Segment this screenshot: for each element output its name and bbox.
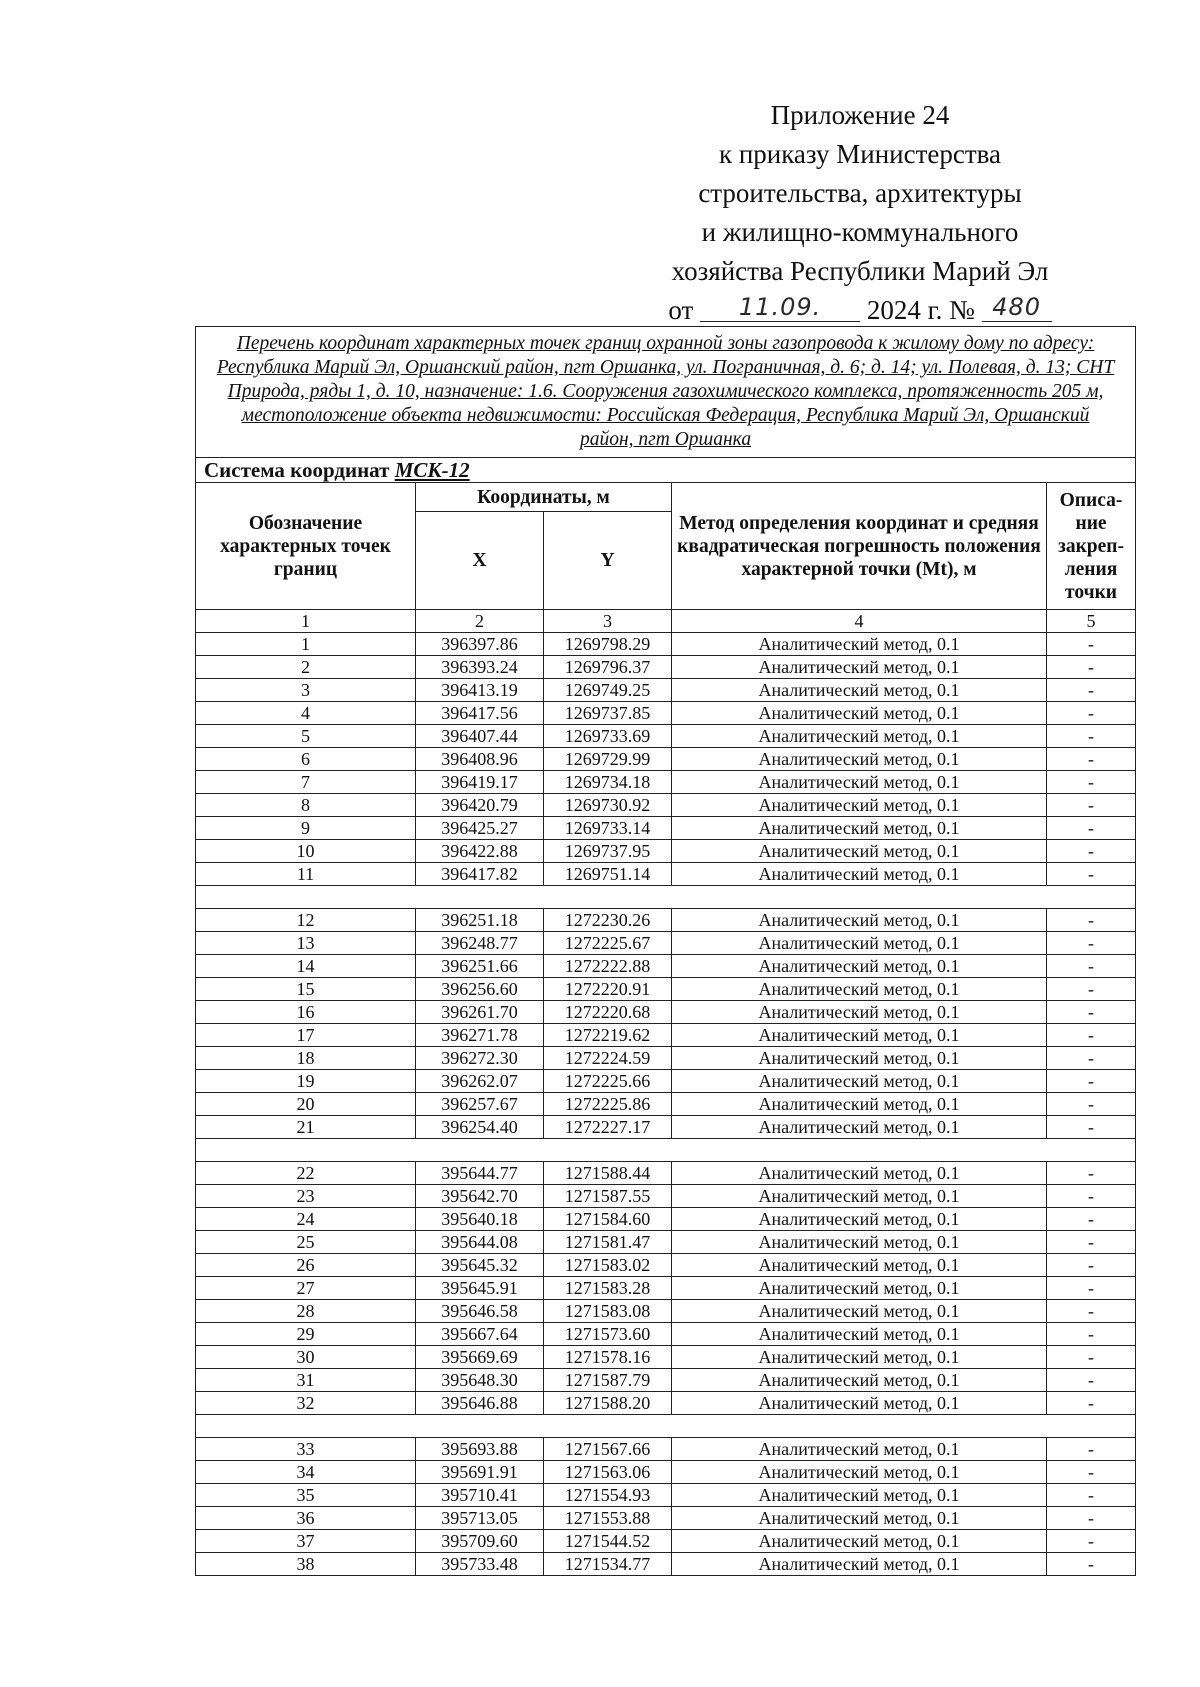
- point-description: -: [1047, 1369, 1136, 1392]
- point-description: -: [1047, 955, 1136, 978]
- point-number: 30: [196, 1346, 416, 1369]
- method: Аналитический метод, 0.1: [672, 1484, 1047, 1507]
- table-row: [196, 1047, 1136, 1070]
- point-description: -: [1047, 1070, 1136, 1093]
- col-header-x: X: [416, 512, 544, 610]
- col-header-method: Метод определения координат и средняя квадратическая погрешность положения характерной точки (Mt), м: [672, 483, 1047, 610]
- coord-y: 1271567.66: [544, 1438, 672, 1461]
- method: Аналитический метод, 0.1: [672, 656, 1047, 679]
- coordinate-system: [196, 458, 1136, 483]
- coord-y: 1271587.55: [544, 1185, 672, 1208]
- point-description: -: [1047, 1231, 1136, 1254]
- table-row: [196, 702, 1136, 725]
- coord-x: 396256.60: [416, 978, 544, 1001]
- coord-x: 395642.70: [416, 1185, 544, 1208]
- year-number-label: 2024 г. №: [866, 295, 975, 325]
- point-number: 36: [196, 1507, 416, 1530]
- point-number: 2: [196, 656, 416, 679]
- coord-x: 396251.66: [416, 955, 544, 978]
- point-description: -: [1047, 1024, 1136, 1047]
- coord-x: 395645.91: [416, 1277, 544, 1300]
- coord-y: 1272225.66: [544, 1070, 672, 1093]
- coord-y: 1271581.47: [544, 1231, 672, 1254]
- point-description: -: [1047, 771, 1136, 794]
- coord-y: 1271563.06: [544, 1461, 672, 1484]
- header-date-number-line: [600, 291, 1120, 330]
- coordinate-system-value: МСК-12: [394, 457, 470, 482]
- point-description: -: [1047, 1323, 1136, 1346]
- point-number: 26: [196, 1254, 416, 1277]
- table-row: [196, 748, 1136, 771]
- point-description: -: [1047, 863, 1136, 886]
- handwritten-number: 480: [992, 293, 1042, 321]
- table-row: [196, 771, 1136, 794]
- coord-y: 1269751.14: [544, 863, 672, 886]
- table-title-row: [196, 327, 1136, 458]
- method: Аналитический метод, 0.1: [672, 1392, 1047, 1415]
- point-description: -: [1047, 748, 1136, 771]
- table-row: [196, 1553, 1136, 1576]
- method: Аналитический метод, 0.1: [672, 1530, 1047, 1553]
- point-number: 24: [196, 1208, 416, 1231]
- point-number: 21: [196, 1116, 416, 1139]
- point-number: 11: [196, 863, 416, 886]
- point-description: -: [1047, 1093, 1136, 1116]
- header-line-republic: хозяйства Республики Марий Эл: [671, 256, 1049, 286]
- coord-x: 395644.77: [416, 1162, 544, 1185]
- table-row: [196, 932, 1136, 955]
- coord-x: 396257.67: [416, 1093, 544, 1116]
- point-number: 6: [196, 748, 416, 771]
- point-number: 20: [196, 1093, 416, 1116]
- point-number: 12: [196, 909, 416, 932]
- header-line-housing: и жилищно-коммунального: [701, 217, 1019, 247]
- table-row: [196, 794, 1136, 817]
- method: Аналитический метод, 0.1: [672, 1369, 1047, 1392]
- coord-y: 1271588.20: [544, 1392, 672, 1415]
- point-number: 13: [196, 932, 416, 955]
- table-row: [196, 1116, 1136, 1139]
- table-row: [196, 1346, 1136, 1369]
- point-description: -: [1047, 978, 1136, 1001]
- table-row: [196, 817, 1136, 840]
- point-number: 18: [196, 1047, 416, 1070]
- coord-x: 395693.88: [416, 1438, 544, 1461]
- point-number: 23: [196, 1185, 416, 1208]
- coord-x: 396262.07: [416, 1070, 544, 1093]
- coord-y: 1269733.14: [544, 817, 672, 840]
- point-description: -: [1047, 1507, 1136, 1530]
- table-row: [196, 679, 1136, 702]
- coord-x: 395667.64: [416, 1323, 544, 1346]
- coord-x: 395691.91: [416, 1461, 544, 1484]
- table-row: [196, 978, 1136, 1001]
- col-header-designation: Обозначение характерных точек границ: [196, 483, 416, 610]
- header-row-1: [196, 483, 1136, 512]
- table-row: [196, 1461, 1136, 1484]
- table-row: [196, 633, 1136, 656]
- method: Аналитический метод, 0.1: [672, 771, 1047, 794]
- point-description: -: [1047, 1461, 1136, 1484]
- coord-y: 1272230.26: [544, 909, 672, 932]
- coord-x: 395713.05: [416, 1507, 544, 1530]
- point-number: 34: [196, 1461, 416, 1484]
- point-description: -: [1047, 1185, 1136, 1208]
- point-description: -: [1047, 909, 1136, 932]
- point-number: 33: [196, 1438, 416, 1461]
- coord-x: 396271.78: [416, 1024, 544, 1047]
- method: Аналитический метод, 0.1: [672, 1323, 1047, 1346]
- method: Аналитический метод, 0.1: [672, 633, 1047, 656]
- point-description: -: [1047, 1438, 1136, 1461]
- method: Аналитический метод, 0.1: [672, 702, 1047, 725]
- coord-x: 396420.79: [416, 794, 544, 817]
- point-number: 27: [196, 1277, 416, 1300]
- point-number: 17: [196, 1024, 416, 1047]
- from-label: от: [668, 295, 694, 325]
- coord-x: 396248.77: [416, 932, 544, 955]
- table-row: [196, 1438, 1136, 1461]
- coord-y: 1271573.60: [544, 1323, 672, 1346]
- table-row: [196, 1254, 1136, 1277]
- column-numbers-row: [196, 610, 1136, 633]
- coord-x: 395644.08: [416, 1231, 544, 1254]
- point-number: 14: [196, 955, 416, 978]
- coord-y: 1271583.28: [544, 1277, 672, 1300]
- method: Аналитический метод, 0.1: [672, 1047, 1047, 1070]
- coord-y: 1272227.17: [544, 1116, 672, 1139]
- col-header-coordinates: Координаты, м: [416, 483, 672, 512]
- coord-y: 1271583.02: [544, 1254, 672, 1277]
- coord-x: 395710.41: [416, 1484, 544, 1507]
- method: Аналитический метод, 0.1: [672, 1208, 1047, 1231]
- method: Аналитический метод, 0.1: [672, 748, 1047, 771]
- coord-y: 1271534.77: [544, 1553, 672, 1576]
- coordinate-system-row: [196, 458, 1136, 483]
- table-row: [196, 1001, 1136, 1024]
- coord-x: 395648.30: [416, 1369, 544, 1392]
- table-row: [196, 1185, 1136, 1208]
- point-number: 35: [196, 1484, 416, 1507]
- table-row: [196, 909, 1136, 932]
- coord-y: 1271583.08: [544, 1300, 672, 1323]
- coord-x: 396393.24: [416, 656, 544, 679]
- method: Аналитический метод, 0.1: [672, 955, 1047, 978]
- col-number: 2: [416, 610, 544, 633]
- coord-x: 396407.44: [416, 725, 544, 748]
- group-separator-row: [196, 886, 1136, 909]
- coord-y: 1269749.25: [544, 679, 672, 702]
- coord-y: 1269730.92: [544, 794, 672, 817]
- point-number: 1: [196, 633, 416, 656]
- col-number: 1: [196, 610, 416, 633]
- coord-y: 1269798.29: [544, 633, 672, 656]
- point-description: -: [1047, 702, 1136, 725]
- point-description: -: [1047, 1208, 1136, 1231]
- table-row: [196, 1162, 1136, 1185]
- table-row: [196, 1530, 1136, 1553]
- point-description: -: [1047, 679, 1136, 702]
- table-row: [196, 1300, 1136, 1323]
- header-line-order: к приказу Министерства: [718, 139, 1002, 169]
- date-field: [700, 291, 860, 322]
- point-number: 22: [196, 1162, 416, 1185]
- coord-y: 1269733.69: [544, 725, 672, 748]
- coord-x: 395709.60: [416, 1530, 544, 1553]
- table-row: [196, 725, 1136, 748]
- point-description: -: [1047, 1001, 1136, 1024]
- table-row: [196, 840, 1136, 863]
- table-row: [196, 955, 1136, 978]
- table-row: [196, 1231, 1136, 1254]
- group-separator: [196, 1415, 1136, 1438]
- coord-y: 1272224.59: [544, 1047, 672, 1070]
- point-description: -: [1047, 633, 1136, 656]
- coord-y: 1269737.95: [544, 840, 672, 863]
- method: Аналитический метод, 0.1: [672, 1231, 1047, 1254]
- point-number: 38: [196, 1553, 416, 1576]
- point-description: -: [1047, 1300, 1136, 1323]
- col-header-description: Описа-ние закреп-ления точки: [1047, 483, 1136, 610]
- coord-y: 1271584.60: [544, 1208, 672, 1231]
- coord-x: 395646.88: [416, 1392, 544, 1415]
- point-number: 8: [196, 794, 416, 817]
- document-header: [600, 96, 1120, 330]
- point-number: 29: [196, 1323, 416, 1346]
- method: Аналитический метод, 0.1: [672, 1438, 1047, 1461]
- point-number: 10: [196, 840, 416, 863]
- coord-y: 1269737.85: [544, 702, 672, 725]
- point-description: -: [1047, 1116, 1136, 1139]
- method: Аналитический метод, 0.1: [672, 978, 1047, 1001]
- coord-x: 396425.27: [416, 817, 544, 840]
- point-description: -: [1047, 1277, 1136, 1300]
- coord-x: 396397.86: [416, 633, 544, 656]
- coord-y: 1272225.86: [544, 1093, 672, 1116]
- coord-y: 1271553.88: [544, 1507, 672, 1530]
- method: Аналитический метод, 0.1: [672, 840, 1047, 863]
- point-description: -: [1047, 1254, 1136, 1277]
- handwritten-date: 11.09.: [738, 293, 822, 321]
- group-separator: [196, 886, 1136, 909]
- coord-y: 1272225.67: [544, 932, 672, 955]
- point-number: 9: [196, 817, 416, 840]
- method: Аналитический метод, 0.1: [672, 1346, 1047, 1369]
- col-number: 3: [544, 610, 672, 633]
- col-number: 5: [1047, 610, 1136, 633]
- point-number: 3: [196, 679, 416, 702]
- point-description: -: [1047, 1346, 1136, 1369]
- table-row: [196, 1024, 1136, 1047]
- table-row: [196, 1484, 1136, 1507]
- coordinates-table: [195, 326, 1136, 1576]
- coordinate-system-label: Система координат: [204, 457, 390, 482]
- point-description: -: [1047, 1047, 1136, 1070]
- coord-x: 396413.19: [416, 679, 544, 702]
- coord-x: 395646.58: [416, 1300, 544, 1323]
- method: Аналитический метод, 0.1: [672, 794, 1047, 817]
- method: Аналитический метод, 0.1: [672, 1300, 1047, 1323]
- coord-y: 1271554.93: [544, 1484, 672, 1507]
- point-number: 4: [196, 702, 416, 725]
- point-number: 32: [196, 1392, 416, 1415]
- coord-y: 1272220.91: [544, 978, 672, 1001]
- coord-y: 1272220.68: [544, 1001, 672, 1024]
- coord-x: 396417.56: [416, 702, 544, 725]
- method: Аналитический метод, 0.1: [672, 679, 1047, 702]
- table-row: [196, 1093, 1136, 1116]
- method: Аналитический метод, 0.1: [672, 1024, 1047, 1047]
- coord-x: 395640.18: [416, 1208, 544, 1231]
- table-row: [196, 1392, 1136, 1415]
- table-row: [196, 863, 1136, 886]
- table-title: Перечень координат характерных точек границ охранной зоны газопровода к жилому дому по адресу: Республика Марий Эл, Оршанский район, пгт Оршанка, ул. Пограничная, д. 6; д. 14; ул. Полевая, д. 13; СНТ Природа, ряды 1, д. 10, назначение: 1.6. Сооружения газохимического комплекса, протяженность 205 м, местоположение объекта недвижимости: Российская Федерация, Республика Марий Эл, Оршанский район, пгт Оршанка: [196, 327, 1136, 458]
- coord-y: 1271578.16: [544, 1346, 672, 1369]
- method: Аналитический метод, 0.1: [672, 932, 1047, 955]
- method: Аналитический метод, 0.1: [672, 1070, 1047, 1093]
- point-description: -: [1047, 1162, 1136, 1185]
- point-description: -: [1047, 794, 1136, 817]
- point-description: -: [1047, 840, 1136, 863]
- method: Аналитический метод, 0.1: [672, 1507, 1047, 1530]
- coord-x: 396419.17: [416, 771, 544, 794]
- header-line-appendix: Приложение 24: [770, 100, 950, 130]
- method: Аналитический метод, 0.1: [672, 1001, 1047, 1024]
- method: Аналитический метод, 0.1: [672, 1093, 1047, 1116]
- coord-y: 1271587.79: [544, 1369, 672, 1392]
- coord-x: 396254.40: [416, 1116, 544, 1139]
- number-field: [982, 291, 1052, 322]
- method: Аналитический метод, 0.1: [672, 1162, 1047, 1185]
- point-number: 7: [196, 771, 416, 794]
- coord-x: 396417.82: [416, 863, 544, 886]
- method: Аналитический метод, 0.1: [672, 1277, 1047, 1300]
- method: Аналитический метод, 0.1: [672, 1185, 1047, 1208]
- coord-x: 395733.48: [416, 1553, 544, 1576]
- coord-x: 396408.96: [416, 748, 544, 771]
- point-number: 37: [196, 1530, 416, 1553]
- group-separator: [196, 1139, 1136, 1162]
- table-row: [196, 1277, 1136, 1300]
- table-row: [196, 656, 1136, 679]
- coord-y: 1269734.18: [544, 771, 672, 794]
- point-number: 5: [196, 725, 416, 748]
- method: Аналитический метод, 0.1: [672, 817, 1047, 840]
- method: Аналитический метод, 0.1: [672, 909, 1047, 932]
- point-description: -: [1047, 725, 1136, 748]
- point-description: -: [1047, 656, 1136, 679]
- point-description: -: [1047, 1392, 1136, 1415]
- table-row: [196, 1208, 1136, 1231]
- coord-y: 1269796.37: [544, 656, 672, 679]
- coord-y: 1271544.52: [544, 1530, 672, 1553]
- coord-x: 396422.88: [416, 840, 544, 863]
- col-header-y: Y: [544, 512, 672, 610]
- point-description: -: [1047, 1484, 1136, 1507]
- table-row: [196, 1507, 1136, 1530]
- coord-y: 1272219.62: [544, 1024, 672, 1047]
- method: Аналитический метод, 0.1: [672, 1254, 1047, 1277]
- point-number: 31: [196, 1369, 416, 1392]
- coord-x: 396272.30: [416, 1047, 544, 1070]
- coord-x: 396261.70: [416, 1001, 544, 1024]
- col-number: 4: [672, 610, 1047, 633]
- coord-y: 1272222.88: [544, 955, 672, 978]
- coord-y: 1269729.99: [544, 748, 672, 771]
- table-row: [196, 1070, 1136, 1093]
- table-row: [196, 1323, 1136, 1346]
- method: Аналитический метод, 0.1: [672, 1461, 1047, 1484]
- coord-x: 395669.69: [416, 1346, 544, 1369]
- header-line-ministry: строительства, архитектуры: [698, 178, 1022, 208]
- point-description: -: [1047, 932, 1136, 955]
- point-description: -: [1047, 1530, 1136, 1553]
- point-number: 28: [196, 1300, 416, 1323]
- point-number: 19: [196, 1070, 416, 1093]
- method: Аналитический метод, 0.1: [672, 1116, 1047, 1139]
- table-row: [196, 1369, 1136, 1392]
- point-description: -: [1047, 817, 1136, 840]
- point-number: 15: [196, 978, 416, 1001]
- group-separator-row: [196, 1415, 1136, 1438]
- coord-x: 396251.18: [416, 909, 544, 932]
- group-separator-row: [196, 1139, 1136, 1162]
- coord-x: 395645.32: [416, 1254, 544, 1277]
- coord-y: 1271588.44: [544, 1162, 672, 1185]
- method: Аналитический метод, 0.1: [672, 1553, 1047, 1576]
- point-number: 16: [196, 1001, 416, 1024]
- point-number: 25: [196, 1231, 416, 1254]
- point-description: -: [1047, 1553, 1136, 1576]
- method: Аналитический метод, 0.1: [672, 863, 1047, 886]
- method: Аналитический метод, 0.1: [672, 725, 1047, 748]
